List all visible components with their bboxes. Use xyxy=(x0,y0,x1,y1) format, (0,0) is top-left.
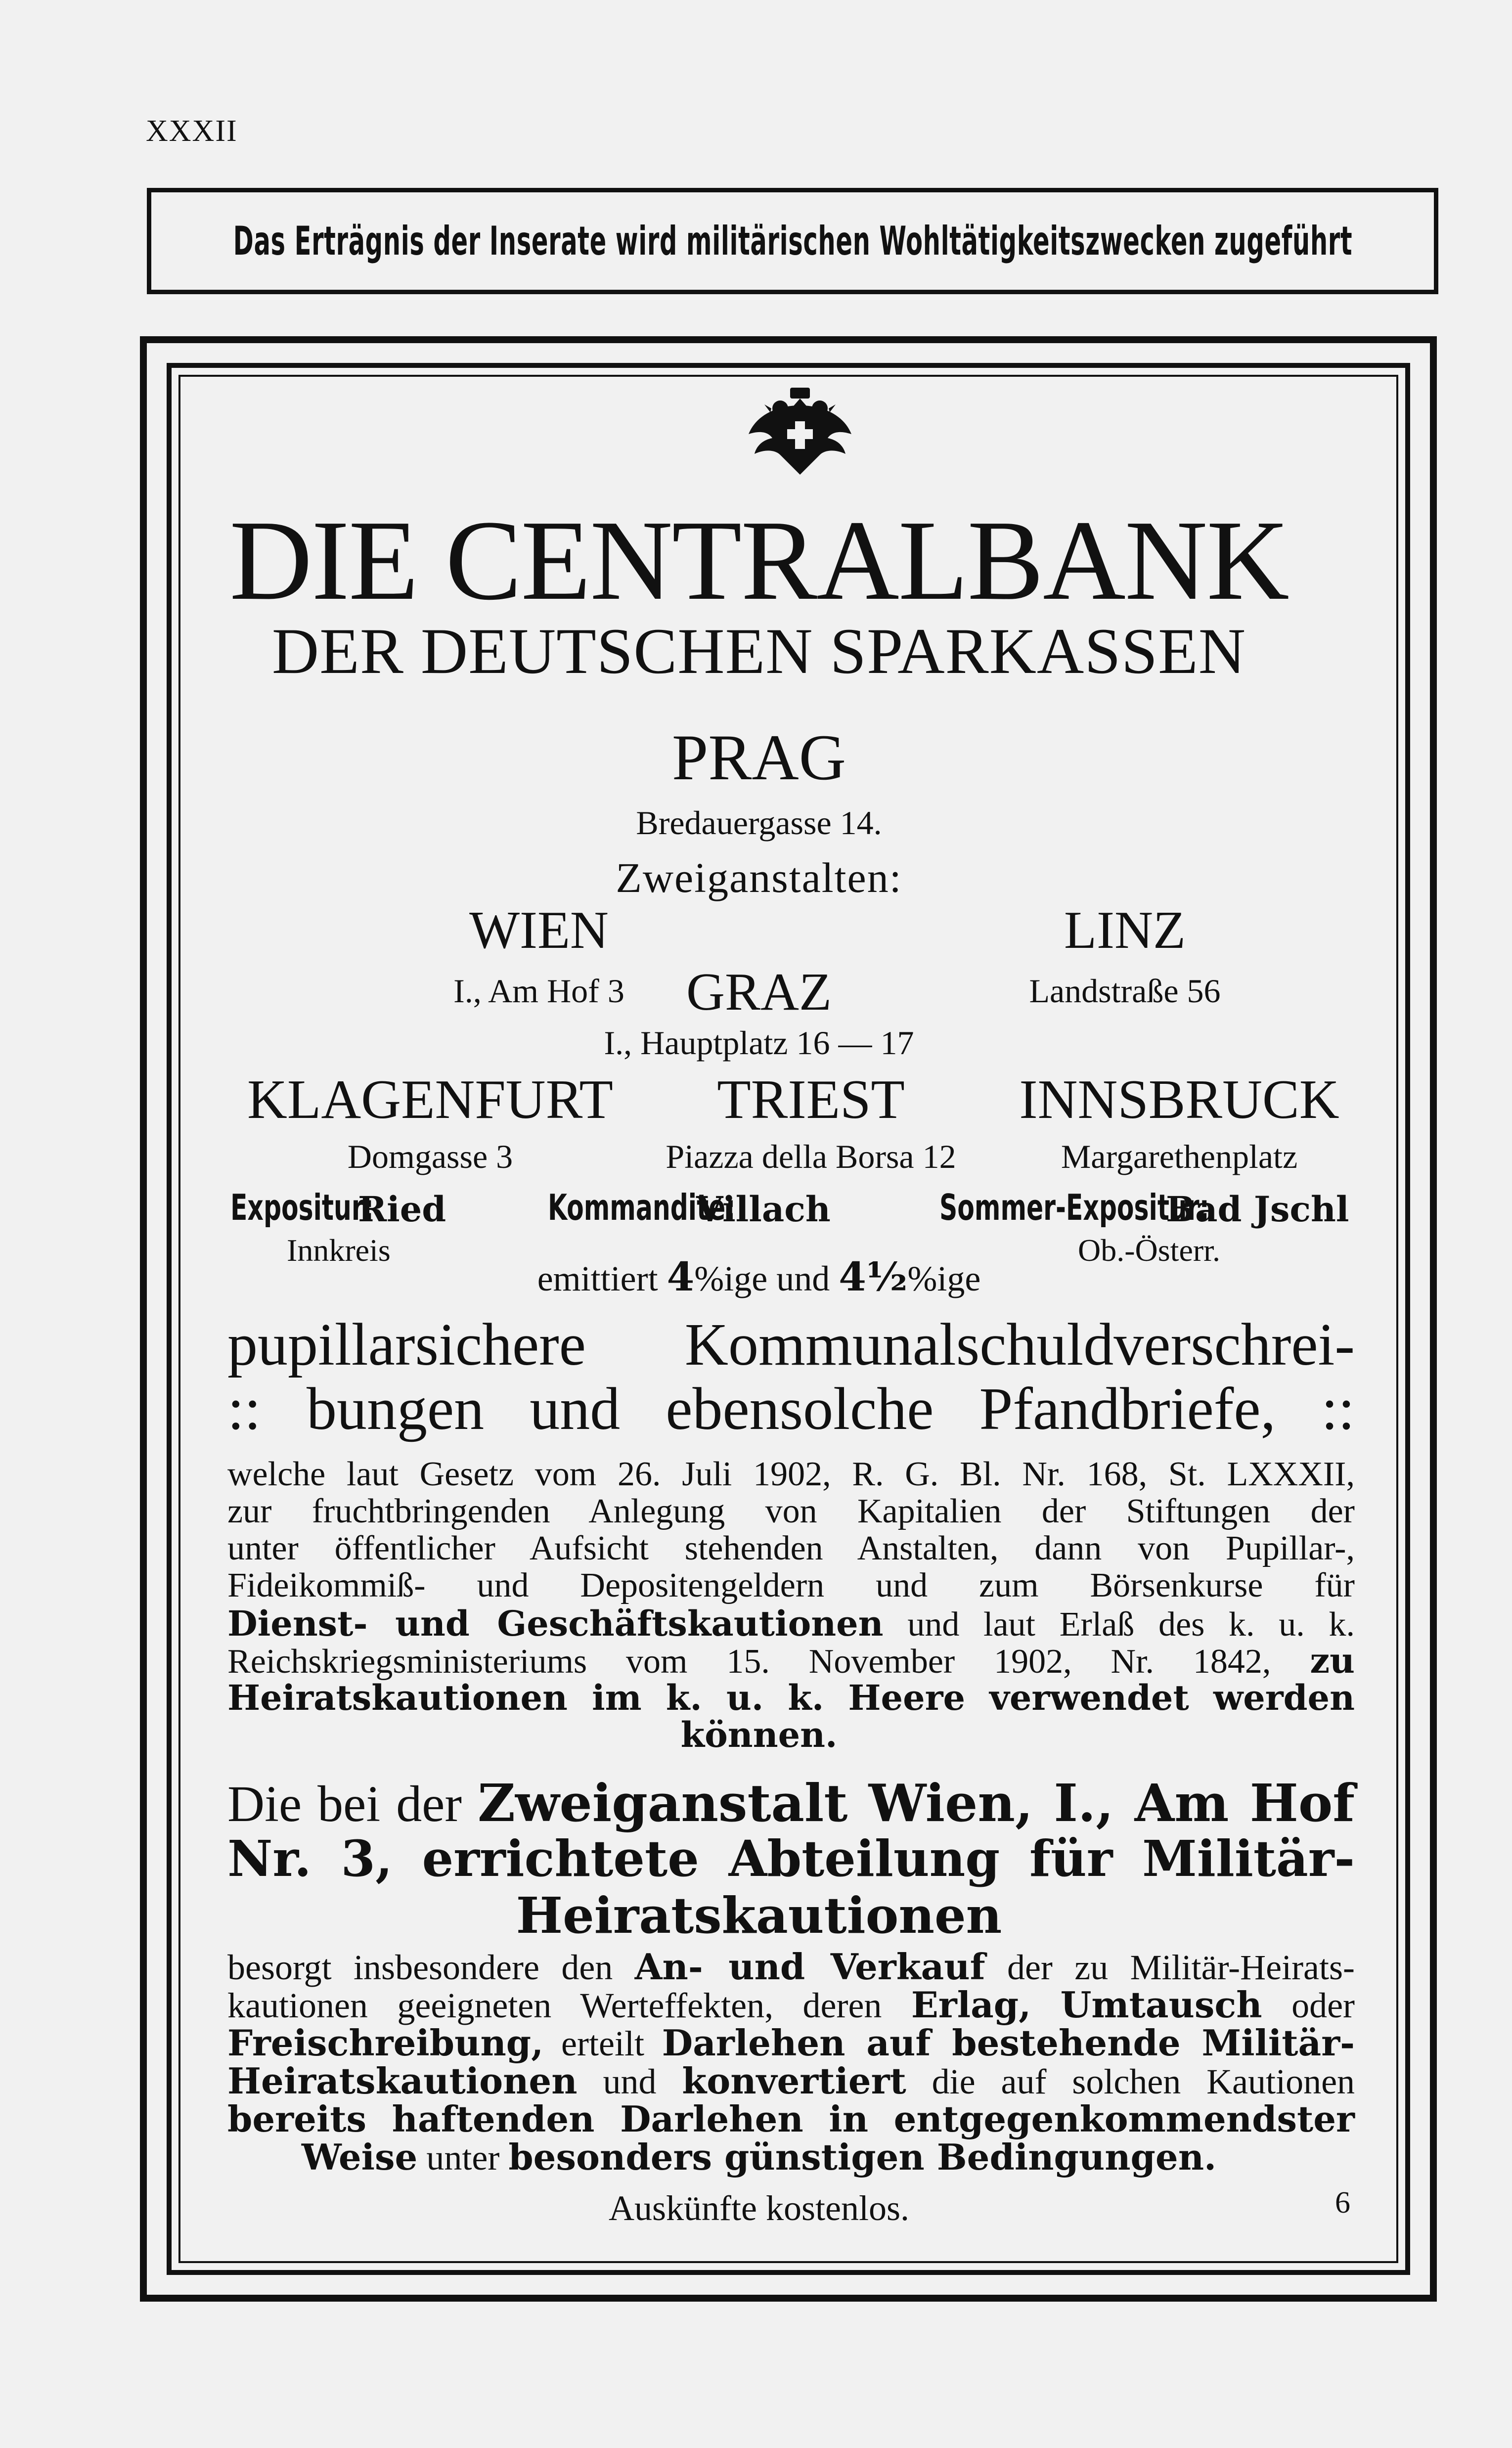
branch-wien-address: I., Am Hof 3 xyxy=(453,972,624,1010)
branch-graz-address: I., Hauptplatz 16 — 17 xyxy=(604,1024,914,1062)
branch-triest-address: Piazza della Borsa 12 xyxy=(666,1138,956,1175)
section-line-1: Die bei der Zweiganstalt Wien, I., Am Hof xyxy=(227,1773,1355,1833)
headquarters-address: Bredauergasse 14. xyxy=(636,804,882,842)
branch-innsbruck-city: INNSBRUCK xyxy=(1019,1069,1339,1130)
headline-line-2: :: bungen und ebensolche Pfandbriefe, :: xyxy=(227,1376,1355,1442)
office-ischl-city: Bad Jschl xyxy=(1166,1189,1349,1230)
law-line-4: Fideikommiß- und Depositengeldern und zum Börsenkurse für xyxy=(227,1566,1355,1604)
office-ried-city: Ried xyxy=(358,1189,446,1230)
branches-label: Zweiganstalten: xyxy=(616,854,902,901)
law-line-8: können. xyxy=(680,1714,838,1755)
office-villach xyxy=(548,1187,831,1230)
office-villach-city: Villach xyxy=(696,1189,831,1230)
headquarters-city: PRAG xyxy=(671,721,846,794)
law-line-6: Reichskriegsministeriums vom 15. November 1902, Nr. 1842, zu xyxy=(227,1640,1355,1681)
services-line-2: kautionen geeigneten Werteffekten, deren Erlag, Umtausch oder xyxy=(227,1984,1355,2026)
office-ried-sub: Innkreis xyxy=(287,1233,391,1268)
law-line-1: welche laut Gesetz vom 26. Juli 1902, R. G. Bl. Nr. 168, St. LXXXII, xyxy=(227,1455,1355,1493)
branch-klagenfurt-address: Domgasse 3 xyxy=(347,1138,513,1175)
branch-wien-city: WIEN xyxy=(469,901,609,960)
services-line-5: bereits haftenden Darlehen in entgegenkommendster xyxy=(227,2098,1355,2140)
branch-klagenfurt-city: KLAGENFURT xyxy=(247,1069,613,1130)
branch-graz-city: GRAZ xyxy=(686,963,832,1022)
law-line-5: Dienst- und Geschäftskautionen und laut Erlaß des k. u. k. xyxy=(227,1603,1355,1644)
office-ischl-sub: Ob.-Österr. xyxy=(1078,1233,1220,1268)
services-line-4: Heiratskautionen und konvertiert die auf solchen Kautionen xyxy=(227,2060,1355,2102)
branch-linz-city: LINZ xyxy=(1064,901,1186,960)
office-ischl-label: Sommer-Expositur: xyxy=(939,1187,1209,1228)
branch-innsbruck-address: Margarethenplatz xyxy=(1061,1138,1298,1175)
services-line-3: Freischreibung, erteilt Darlehen auf bestehende Militär- xyxy=(227,2022,1355,2064)
branch-triest-city: TRIEST xyxy=(717,1069,905,1130)
office-ried xyxy=(230,1187,446,1230)
emission-line: emittiert 4%ige und 4½%ige xyxy=(537,1253,981,1300)
law-line-3: unter öffentlicher Aufsicht stehenden Anstalten, dann von Pupillar-, xyxy=(227,1529,1355,1567)
office-villach-label: Kommandite: xyxy=(548,1187,736,1228)
ad-subtitle: DER DEUTSCHEN SPARKASSEN xyxy=(271,615,1246,687)
notice-text: Das Erträgnis der Inserate wird militärischen Wohltätigkeitszwecken zugeführt xyxy=(233,218,1352,264)
services-line-6: Weise unter besonders günstigen Bedingungen. xyxy=(301,2136,1217,2178)
page-number: XXXII xyxy=(146,114,238,148)
double-headed-eagle-icon xyxy=(746,387,854,476)
headline-line-1: pupillarsichere Kommunalschuldverschrei- xyxy=(227,1311,1355,1378)
services-line-1: besorgt insbesondere den An- und Verkauf der zu Militär-Heirats- xyxy=(227,1946,1355,1988)
law-line-2: zur fruchtbringenden Anlegung von Kapitalien der Stiftungen der xyxy=(227,1492,1355,1530)
law-line-7: Heiratskautionen im k. u. k. Heere verwendet werden xyxy=(227,1677,1355,1718)
footer-note: Auskünfte kostenlos. xyxy=(609,2188,909,2228)
ad-number: 6 xyxy=(1335,2186,1350,2220)
notice-box xyxy=(147,188,1438,294)
section-line-2: Nr. 3, errichtete Abteilung für Militär- xyxy=(227,1829,1355,1888)
section-line-3: Heiratskautionen xyxy=(516,1886,1002,1945)
ad-title: DIE CENTRALBANK xyxy=(229,497,1289,624)
office-ried-label: Expositur: xyxy=(230,1187,374,1228)
office-ischl xyxy=(939,1187,1349,1230)
branch-linz-address: Landstraße 56 xyxy=(1029,972,1221,1010)
